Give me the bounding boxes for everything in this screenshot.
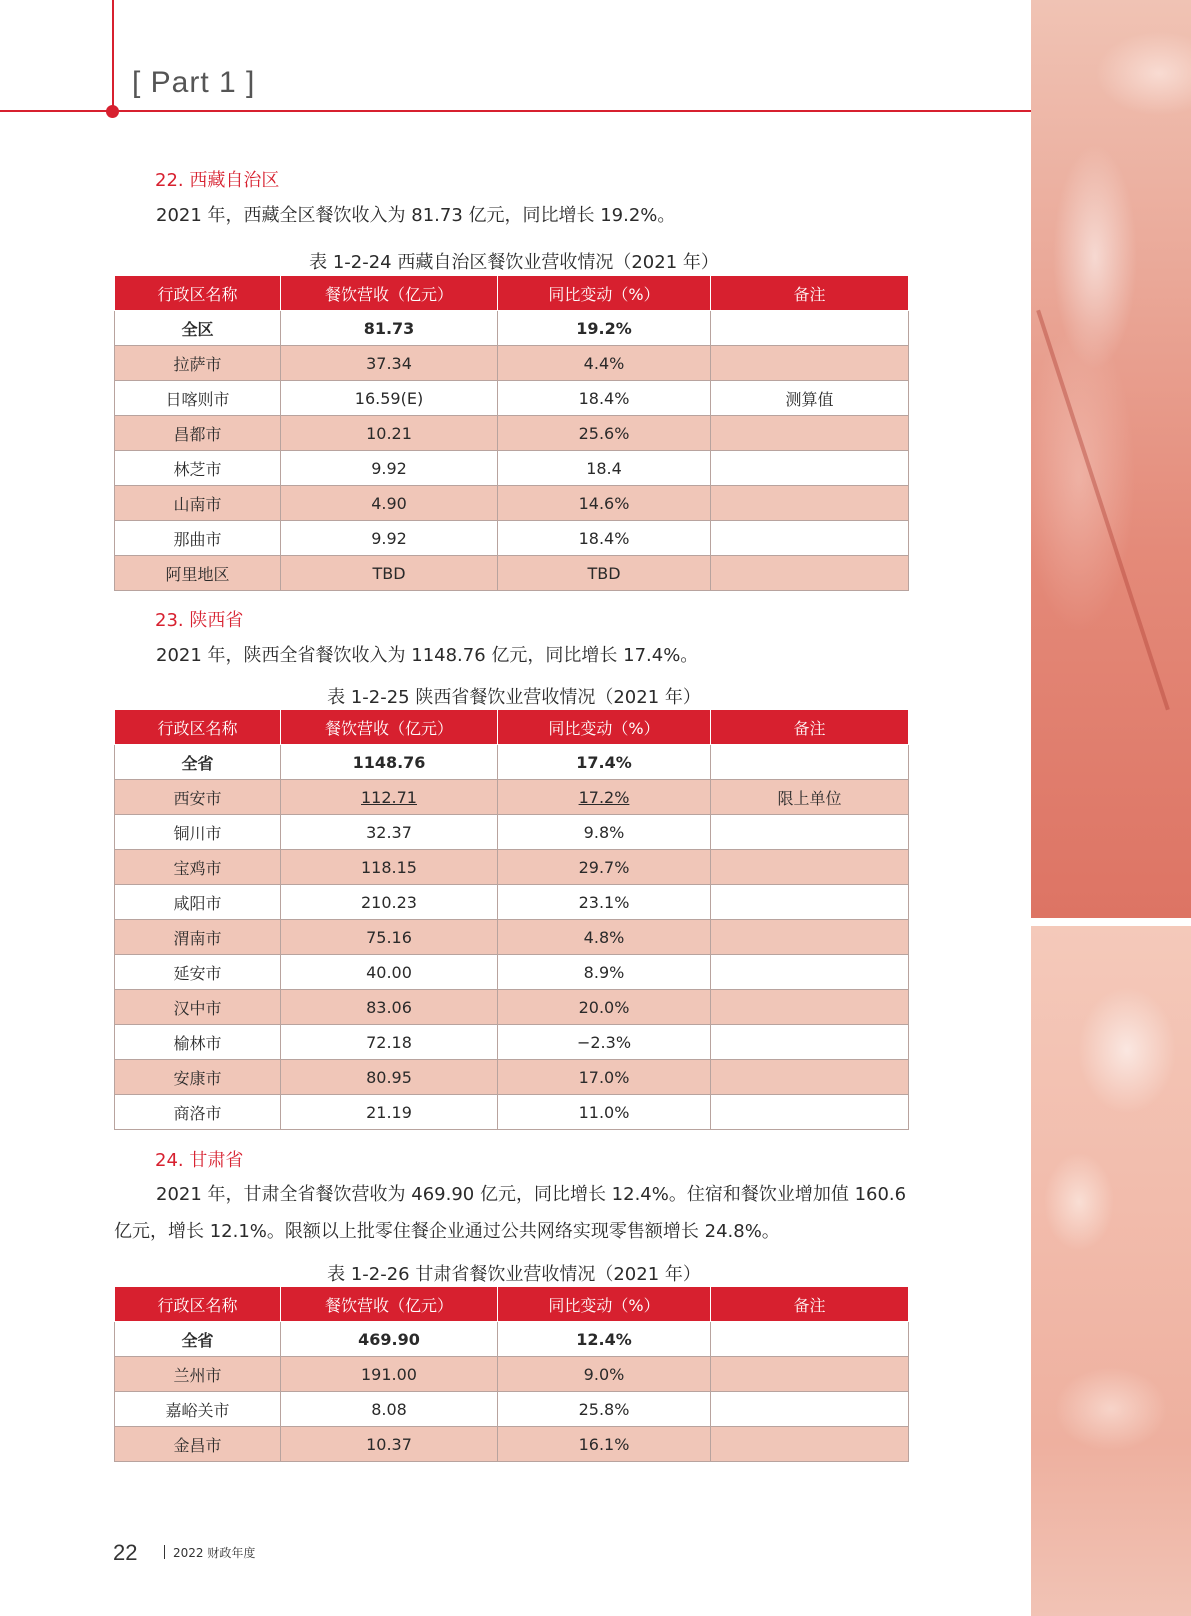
cell-note xyxy=(711,486,909,521)
table-row xyxy=(115,780,909,815)
cell-revenue xyxy=(281,780,498,815)
section-title-xizang: 22. 西藏自治区 xyxy=(155,170,280,191)
cell-note xyxy=(711,346,909,381)
cell-region: 林芝市 xyxy=(115,451,281,486)
cell-region: 日喀则市 xyxy=(115,381,281,416)
col-header-region: 行政区名称 xyxy=(115,276,281,311)
cell-region: 山南市 xyxy=(115,486,281,521)
section-text-shaanxi: 2021 年，陕西全省餐饮收入为 1148.76 亿元，同比增长 17.4%。 xyxy=(156,645,699,666)
cell-change: 16.1% xyxy=(498,1427,711,1462)
table-header-row xyxy=(115,1287,909,1322)
cell-region: 金昌市 xyxy=(115,1427,281,1462)
cell-note xyxy=(711,1427,909,1462)
cell-change: TBD xyxy=(498,556,711,591)
cell-change: 25.6% xyxy=(498,416,711,451)
cell-change: 4.4% xyxy=(498,346,711,381)
table-row xyxy=(115,1427,909,1462)
cell-revenue-value: 112.71 xyxy=(361,787,417,807)
cell-note xyxy=(711,1322,909,1357)
cell-revenue: 1148.76 xyxy=(281,745,498,780)
cell-note xyxy=(711,850,909,885)
cell-revenue: 469.90 xyxy=(281,1322,498,1357)
cell-region: 延安市 xyxy=(115,955,281,990)
cell-revenue: 40.00 xyxy=(281,955,498,990)
table-row xyxy=(115,521,909,556)
cell-change: 18.4 xyxy=(498,451,711,486)
table-row xyxy=(115,850,909,885)
col-header-change: 同比变动（%） xyxy=(498,1287,711,1322)
cell-note xyxy=(711,521,909,556)
table-row xyxy=(115,920,909,955)
cell-revenue: 80.95 xyxy=(281,1060,498,1095)
cell-note xyxy=(711,416,909,451)
table-row xyxy=(115,1322,909,1357)
table-row xyxy=(115,416,909,451)
page-number: 22 xyxy=(113,1540,138,1565)
cell-region: 全区 xyxy=(115,311,281,346)
cell-note xyxy=(711,955,909,990)
cell-region: 宝鸡市 xyxy=(115,850,281,885)
cell-revenue: 10.37 xyxy=(281,1427,498,1462)
cell-revenue: 32.37 xyxy=(281,815,498,850)
header-dot xyxy=(106,105,119,118)
cell-revenue: 118.15 xyxy=(281,850,498,885)
cell-revenue: 10.21 xyxy=(281,416,498,451)
cell-region: 渭南市 xyxy=(115,920,281,955)
cell-change: 4.8% xyxy=(498,920,711,955)
table-row xyxy=(115,1357,909,1392)
cell-revenue: 21.19 xyxy=(281,1095,498,1130)
cell-note xyxy=(711,311,909,346)
col-header-change: 同比变动（%） xyxy=(498,276,711,311)
cell-change: 18.4% xyxy=(498,521,711,556)
col-header-note: 备注 xyxy=(711,710,909,745)
cell-note xyxy=(711,990,909,1025)
cell-revenue: 210.23 xyxy=(281,885,498,920)
section-text-gansu: 2021 年，甘肃全省餐饮营收为 469.90 亿元，同比增长 12.4%。住宿和餐饮业增加值 160.6 亿元，增长 12.1%。限额以上批零住餐企业通过公共网络实现零售额增长 24.8%。 xyxy=(114,1184,907,1242)
table-row xyxy=(115,990,909,1025)
cell-region: 铜川市 xyxy=(115,815,281,850)
cell-note xyxy=(711,1060,909,1095)
col-header-region: 行政区名称 xyxy=(115,1287,281,1322)
cell-revenue: 81.73 xyxy=(281,311,498,346)
col-header-note: 备注 xyxy=(711,1287,909,1322)
table-row xyxy=(115,451,909,486)
cell-revenue: 4.90 xyxy=(281,486,498,521)
section-title-gansu: 24. 甘肃省 xyxy=(155,1150,244,1171)
col-header-revenue: 餐饮营收（亿元） xyxy=(281,710,498,745)
cell-region: 榆林市 xyxy=(115,1025,281,1060)
cell-revenue: 9.92 xyxy=(281,521,498,556)
cell-region: 那曲市 xyxy=(115,521,281,556)
cell-change: 20.0% xyxy=(498,990,711,1025)
publication-name: 2022 财政年度 xyxy=(173,1546,256,1560)
cell-region: 汉中市 xyxy=(115,990,281,1025)
header-vertical-rule xyxy=(112,0,114,112)
cell-note xyxy=(711,885,909,920)
cell-change: 14.6% xyxy=(498,486,711,521)
table-row xyxy=(115,745,909,780)
decorative-photo-bottom xyxy=(1031,926,1191,1616)
cell-note xyxy=(711,556,909,591)
cell-region: 阿里地区 xyxy=(115,556,281,591)
table-row xyxy=(115,1025,909,1060)
col-header-revenue: 餐饮营收（亿元） xyxy=(281,1287,498,1322)
cell-note xyxy=(711,1095,909,1130)
part-label: [ Part 1 ] xyxy=(132,66,256,99)
cell-change: 11.0% xyxy=(498,1095,711,1130)
cell-note xyxy=(711,451,909,486)
cell-revenue: 191.00 xyxy=(281,1357,498,1392)
col-header-change: 同比变动（%） xyxy=(498,710,711,745)
cell-note xyxy=(711,1392,909,1427)
cell-region: 西安市 xyxy=(115,780,281,815)
cell-change: 9.0% xyxy=(498,1357,711,1392)
footer-separator xyxy=(164,1545,165,1559)
cell-revenue: 9.92 xyxy=(281,451,498,486)
table-row xyxy=(115,486,909,521)
cell-region: 全省 xyxy=(115,745,281,780)
table-shaanxi xyxy=(114,709,909,1130)
cell-region: 全省 xyxy=(115,1322,281,1357)
table-row xyxy=(115,1060,909,1095)
cell-note xyxy=(711,920,909,955)
section-text-xizang: 2021 年，西藏全区餐饮收入为 81.73 亿元，同比增长 19.2%。 xyxy=(156,205,676,226)
cell-note xyxy=(711,1357,909,1392)
table-header-row xyxy=(115,276,909,311)
table-caption-shaanxi: 表 1-2-25 陕西省餐饮业营收情况（2021 年） xyxy=(327,687,701,708)
table-header-row xyxy=(115,710,909,745)
cell-change: 29.7% xyxy=(498,850,711,885)
cell-revenue: 37.34 xyxy=(281,346,498,381)
cell-revenue: 75.16 xyxy=(281,920,498,955)
header-horizontal-rule xyxy=(0,110,1031,112)
cell-region: 嘉峪关市 xyxy=(115,1392,281,1427)
table-row xyxy=(115,885,909,920)
table-row xyxy=(115,815,909,850)
table-row xyxy=(115,955,909,990)
cell-region: 安康市 xyxy=(115,1060,281,1095)
cell-change: 17.0% xyxy=(498,1060,711,1095)
table-row xyxy=(115,556,909,591)
col-header-revenue: 餐饮营收（亿元） xyxy=(281,276,498,311)
col-header-region: 行政区名称 xyxy=(115,710,281,745)
table-row xyxy=(115,1392,909,1427)
cell-change-value: 17.2% xyxy=(578,787,630,807)
table-row xyxy=(115,311,909,346)
cell-region: 昌都市 xyxy=(115,416,281,451)
cell-revenue: 72.18 xyxy=(281,1025,498,1060)
cell-change: 19.2% xyxy=(498,311,711,346)
cell-note xyxy=(711,745,909,780)
decorative-photo-top xyxy=(1031,0,1191,918)
col-header-note: 备注 xyxy=(711,276,909,311)
table-gansu xyxy=(114,1286,909,1462)
cell-note xyxy=(711,1025,909,1060)
cell-revenue: 83.06 xyxy=(281,990,498,1025)
cell-note: 测算值 xyxy=(711,381,909,416)
cell-change: 23.1% xyxy=(498,885,711,920)
cell-change: 9.8% xyxy=(498,815,711,850)
table-xizang xyxy=(114,275,909,591)
table-caption-gansu: 表 1-2-26 甘肃省餐饮业营收情况（2021 年） xyxy=(327,1264,701,1285)
cell-region: 咸阳市 xyxy=(115,885,281,920)
cell-revenue: TBD xyxy=(281,556,498,591)
cell-change: 17.4% xyxy=(498,745,711,780)
table-row xyxy=(115,346,909,381)
photo-gap xyxy=(1031,918,1191,926)
table-row xyxy=(115,381,909,416)
cell-revenue: 8.08 xyxy=(281,1392,498,1427)
cell-region: 拉萨市 xyxy=(115,346,281,381)
cell-change: −2.3% xyxy=(498,1025,711,1060)
table-caption-xizang: 表 1-2-24 西藏自治区餐饮业营收情况（2021 年） xyxy=(309,252,719,273)
cell-change: 25.8% xyxy=(498,1392,711,1427)
cell-change xyxy=(498,780,711,815)
cell-region: 商洛市 xyxy=(115,1095,281,1130)
cell-note xyxy=(711,815,909,850)
cell-change: 18.4% xyxy=(498,381,711,416)
cell-region: 兰州市 xyxy=(115,1357,281,1392)
table-row xyxy=(115,1095,909,1130)
cell-note: 限上单位 xyxy=(711,780,909,815)
cell-revenue: 16.59(E) xyxy=(281,381,498,416)
cell-change: 8.9% xyxy=(498,955,711,990)
section-title-shaanxi: 23. 陕西省 xyxy=(155,610,244,631)
cell-change: 12.4% xyxy=(498,1322,711,1357)
